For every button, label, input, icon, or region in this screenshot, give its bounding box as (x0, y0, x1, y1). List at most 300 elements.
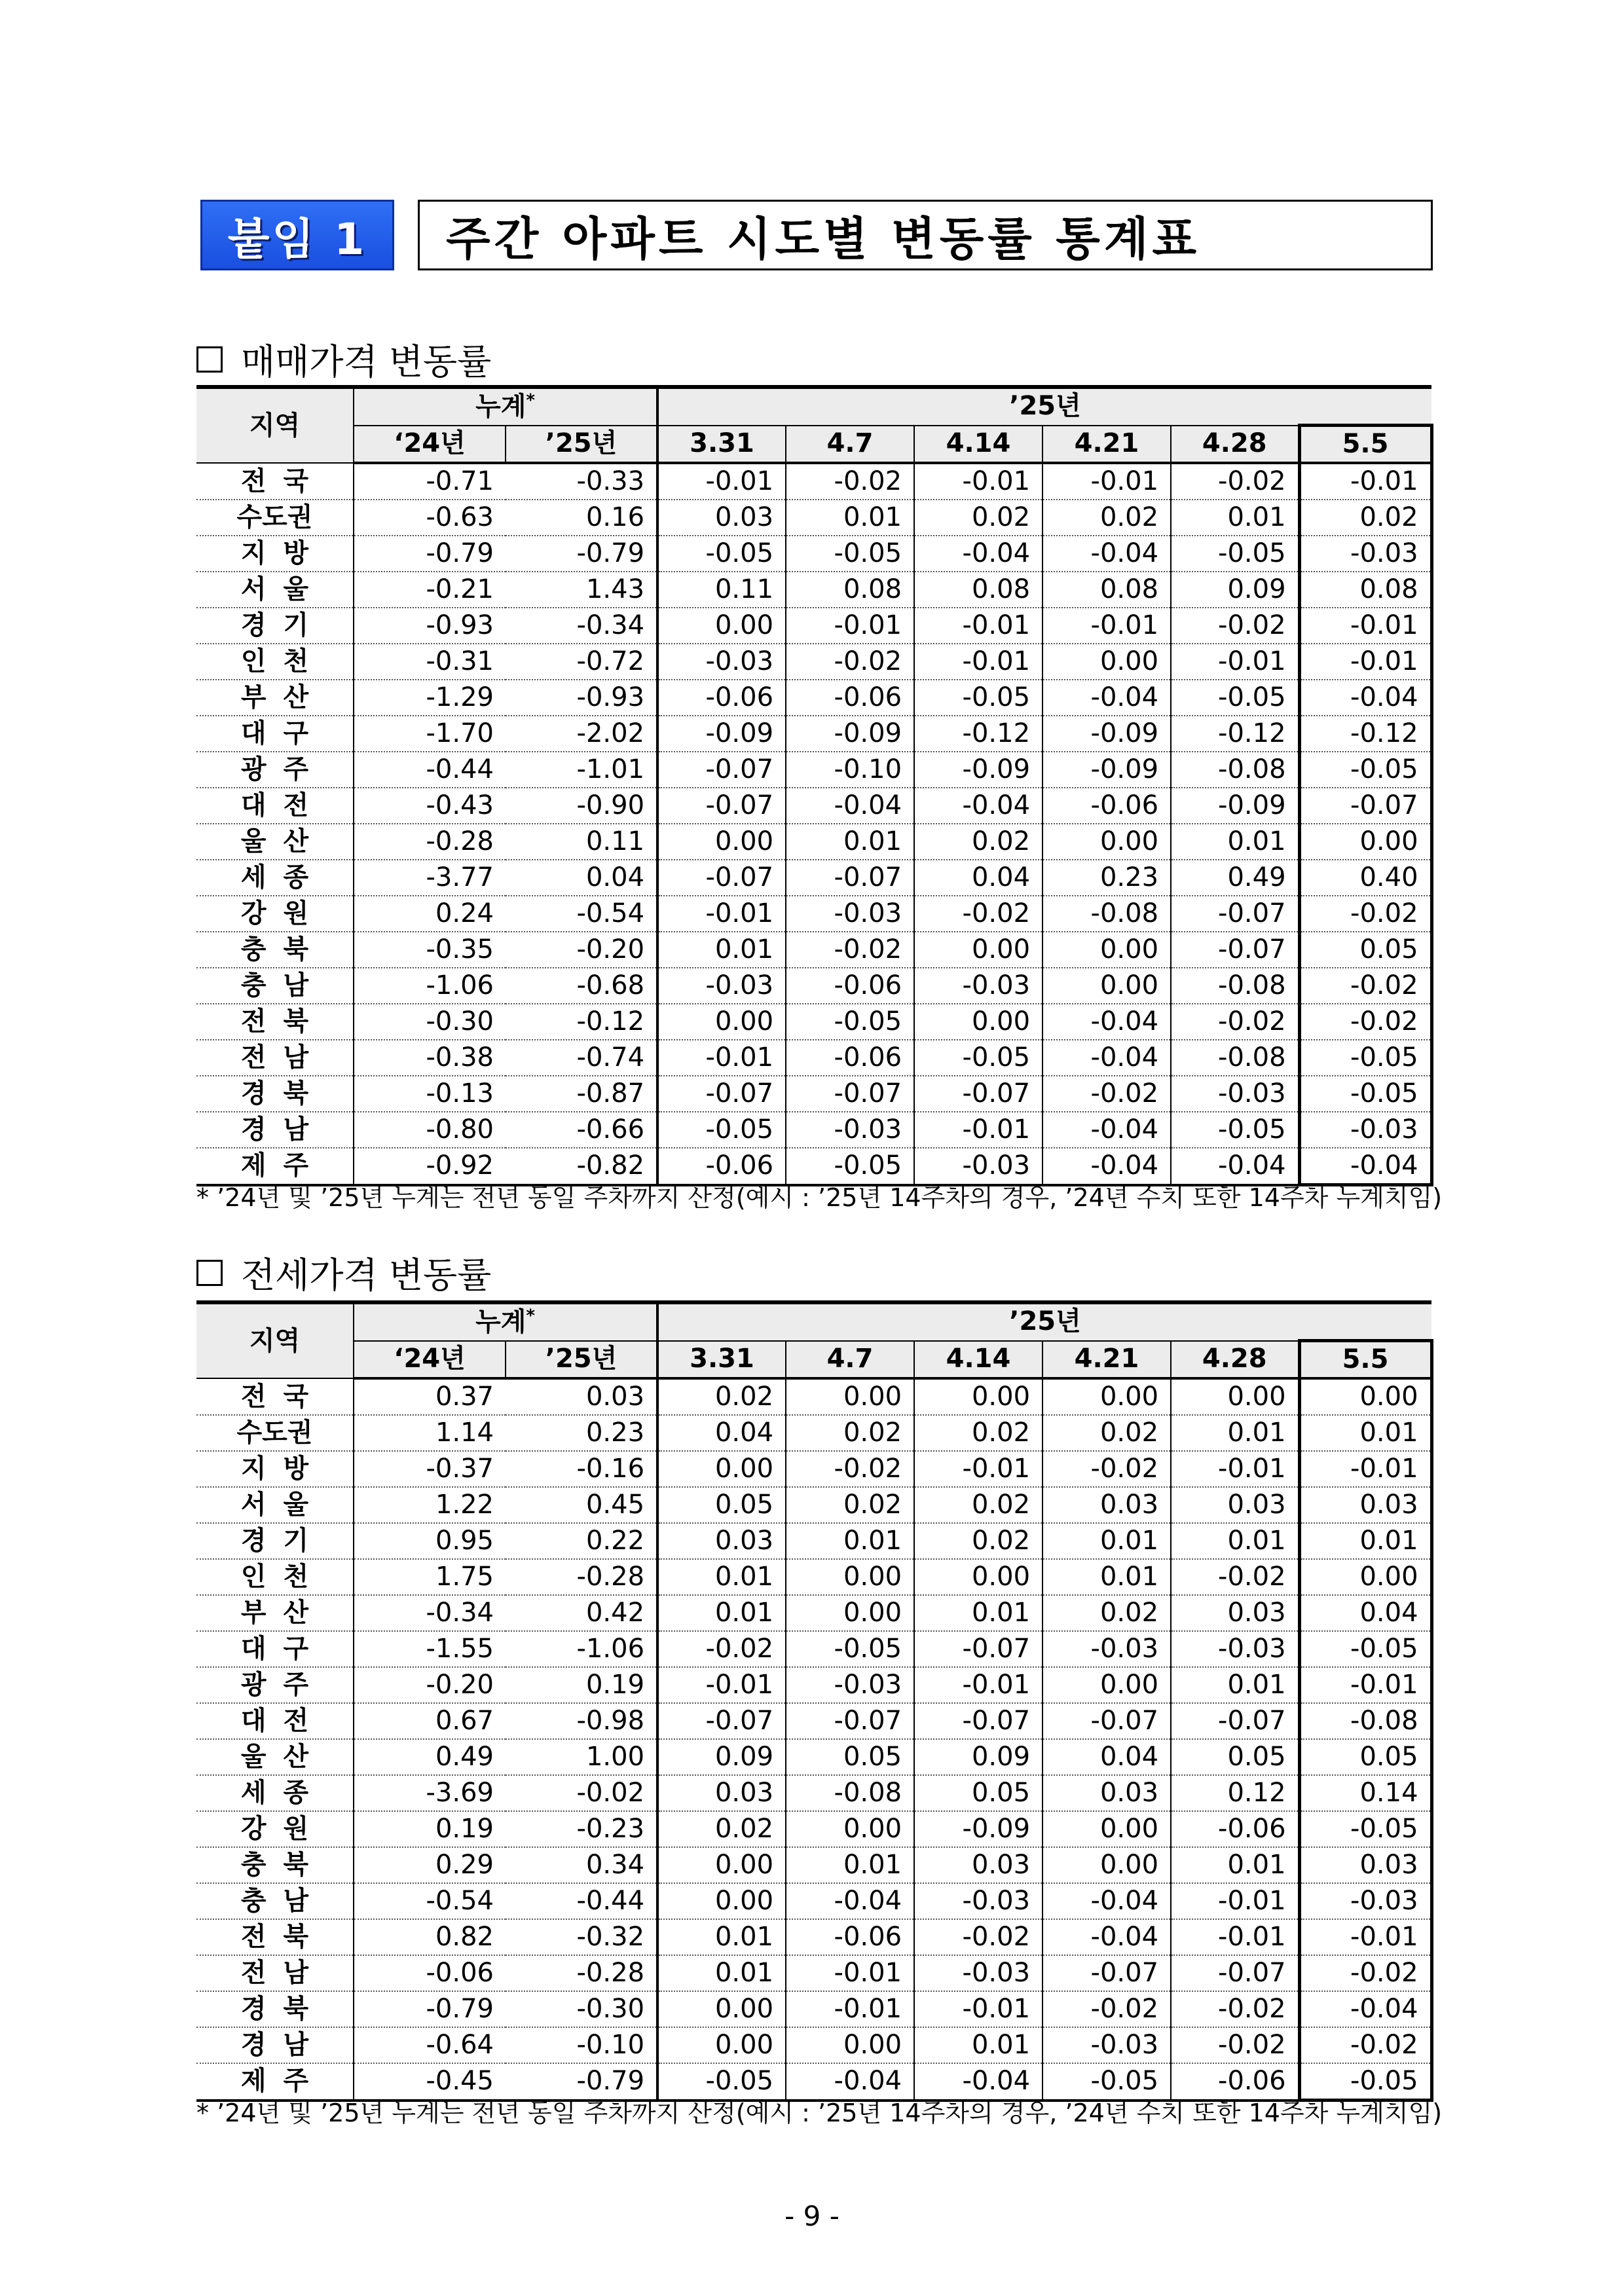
value-cell: -0.31 (354, 644, 506, 680)
table-row (196, 1040, 1431, 1076)
value-cell: -0.04 (1043, 1040, 1171, 1076)
value-cell: 0.03 (657, 1523, 786, 1559)
value-cell: -0.03 (1043, 1631, 1171, 1667)
value-cell: 0.00 (657, 608, 786, 644)
table-row (196, 824, 1431, 860)
table-row (196, 752, 1431, 788)
region-cell: 대구 (196, 716, 354, 752)
value-cell: -0.04 (786, 2063, 914, 2101)
value-cell: -0.02 (1299, 968, 1431, 1004)
value-cell: -1.55 (354, 1631, 506, 1667)
year-group-header: ’25년 (657, 387, 1431, 426)
value-cell: -0.32 (506, 1919, 657, 1955)
region-header: 지역 (196, 387, 354, 463)
value-cell: -0.02 (1299, 2027, 1431, 2063)
value-cell: 0.00 (1043, 1378, 1171, 1415)
value-cell: -0.02 (1043, 1991, 1171, 2027)
value-cell: -1.70 (354, 716, 506, 752)
value-cell: -0.45 (354, 2063, 506, 2101)
value-cell: 0.01 (1171, 824, 1299, 860)
value-cell: -0.01 (786, 608, 914, 644)
value-cell: -0.71 (354, 463, 506, 500)
table-row (196, 1739, 1431, 1775)
table-row (196, 1076, 1431, 1112)
value-cell: -2.02 (506, 716, 657, 752)
region-cell: 부산 (196, 1595, 354, 1631)
value-cell: -0.03 (914, 1883, 1043, 1919)
value-cell: -0.05 (1171, 1112, 1299, 1148)
value-cell: -0.04 (1043, 1148, 1171, 1185)
value-cell: -0.80 (354, 1112, 506, 1148)
value-cell: -0.04 (1043, 1112, 1171, 1148)
value-cell: -0.01 (1299, 1919, 1431, 1955)
value-cell: -0.04 (1299, 1148, 1431, 1185)
value-cell: -0.05 (657, 1112, 786, 1148)
table-row (196, 1847, 1431, 1883)
value-cell: -0.01 (1171, 1451, 1299, 1487)
value-cell: 0.37 (354, 1378, 506, 1415)
value-cell: 0.01 (657, 1919, 786, 1955)
value-cell: -0.13 (354, 1076, 506, 1112)
section-title-jeonse (196, 1247, 491, 1298)
region-cell: 서울 (196, 572, 354, 608)
page-title: 주간 아파트 시도별 변동률 통계표 (418, 200, 1433, 270)
value-cell: -0.44 (506, 1883, 657, 1919)
value-cell: -0.82 (506, 1148, 657, 1185)
value-cell: -0.06 (657, 680, 786, 716)
value-cell: 0.05 (786, 1739, 914, 1775)
value-cell: -0.90 (506, 788, 657, 824)
value-cell: 0.02 (657, 1378, 786, 1415)
value-cell: -0.05 (1043, 2063, 1171, 2101)
value-cell: -0.02 (1299, 896, 1431, 932)
value-cell: -0.01 (1299, 608, 1431, 644)
value-cell: -0.10 (506, 2027, 657, 2063)
value-cell: 0.03 (1171, 1487, 1299, 1523)
value-cell: 0.00 (1043, 1811, 1171, 1847)
value-cell: 0.02 (1299, 500, 1431, 536)
value-cell: 0.67 (354, 1703, 506, 1739)
value-cell: -0.04 (786, 1883, 914, 1919)
value-cell: -0.05 (1299, 1811, 1431, 1847)
value-cell: -0.02 (1299, 1004, 1431, 1040)
region-cell: 경남 (196, 1112, 354, 1148)
region-cell: 세종 (196, 1775, 354, 1811)
week-col-header: 4.14 (914, 1341, 1043, 1379)
value-cell: -0.03 (786, 1112, 914, 1148)
value-cell: 0.95 (354, 1523, 506, 1559)
value-cell: -0.07 (1043, 1703, 1171, 1739)
value-cell: -0.06 (354, 1955, 506, 1991)
value-cell: 0.01 (1171, 1415, 1299, 1451)
value-cell: -0.28 (506, 1559, 657, 1595)
table-row (196, 1451, 1431, 1487)
value-cell: -0.79 (506, 2063, 657, 2101)
region-cell: 광주 (196, 1667, 354, 1703)
table-row (196, 1775, 1431, 1811)
value-cell: 0.00 (657, 1004, 786, 1040)
value-cell: -0.01 (1299, 644, 1431, 680)
value-cell: -0.05 (1299, 2063, 1431, 2101)
value-cell: 0.03 (914, 1847, 1043, 1883)
value-cell: 0.05 (914, 1775, 1043, 1811)
value-cell: -0.66 (506, 1112, 657, 1148)
value-cell: -0.07 (1171, 932, 1299, 968)
value-cell: -0.07 (657, 1703, 786, 1739)
value-cell: -0.05 (1299, 1040, 1431, 1076)
value-cell: 0.01 (786, 500, 914, 536)
value-cell: 0.23 (506, 1415, 657, 1451)
value-cell: -0.07 (914, 1076, 1043, 1112)
value-cell: 0.00 (1043, 1847, 1171, 1883)
value-cell: -0.06 (786, 968, 914, 1004)
table-row (196, 896, 1431, 932)
value-cell: -0.05 (914, 680, 1043, 716)
value-cell: -0.03 (1171, 1076, 1299, 1112)
value-cell: 0.03 (1171, 1595, 1299, 1631)
region-cell: 제주 (196, 2063, 354, 2101)
value-cell: -0.34 (354, 1595, 506, 1631)
value-cell: 0.00 (914, 1378, 1043, 1415)
value-cell: 0.00 (657, 1883, 786, 1919)
table-row (196, 1559, 1431, 1595)
value-cell: -0.05 (1299, 752, 1431, 788)
value-cell: -1.01 (506, 752, 657, 788)
value-cell: 0.01 (657, 1559, 786, 1595)
cum-col-header: ’25년 (506, 426, 657, 464)
week-col-header: 4.28 (1171, 1341, 1299, 1379)
value-cell: -0.08 (1299, 1703, 1431, 1739)
region-cell: 경남 (196, 2027, 354, 2063)
cum-col-header: ‘24년 (354, 1341, 506, 1379)
value-cell: 0.03 (657, 1775, 786, 1811)
value-cell: -0.02 (1171, 608, 1299, 644)
value-cell: 0.00 (1171, 1378, 1299, 1415)
value-cell: 0.01 (657, 1595, 786, 1631)
value-cell: -0.02 (786, 1451, 914, 1487)
value-cell: 0.02 (914, 1487, 1043, 1523)
value-cell: -0.09 (1171, 788, 1299, 824)
table-row (196, 536, 1431, 572)
value-cell: 0.09 (1171, 572, 1299, 608)
region-cell: 전남 (196, 1955, 354, 1991)
week-col-header: 3.31 (657, 1341, 786, 1379)
table-row (196, 1523, 1431, 1559)
value-cell: -0.05 (786, 536, 914, 572)
value-cell: -0.43 (354, 788, 506, 824)
checkbox-icon (196, 1260, 223, 1286)
value-cell: -0.02 (506, 1775, 657, 1811)
table-row (196, 680, 1431, 716)
value-cell: -0.01 (786, 1955, 914, 1991)
region-cell: 수도권 (196, 1415, 354, 1451)
value-cell: 0.12 (1171, 1775, 1299, 1811)
value-cell: -0.01 (1299, 1451, 1431, 1487)
week-col-header: 4.28 (1171, 426, 1299, 464)
value-cell: -0.08 (1043, 896, 1171, 932)
value-cell: -0.07 (786, 1076, 914, 1112)
value-cell: 0.45 (506, 1487, 657, 1523)
value-cell: 0.29 (354, 1847, 506, 1883)
value-cell: -0.04 (1299, 680, 1431, 716)
value-cell: -0.03 (657, 644, 786, 680)
value-cell: -0.09 (914, 1811, 1043, 1847)
value-cell: -0.05 (914, 1040, 1043, 1076)
value-cell: 0.02 (914, 1415, 1043, 1451)
value-cell: 0.11 (506, 824, 657, 860)
value-cell: -0.03 (657, 968, 786, 1004)
region-cell: 경기 (196, 608, 354, 644)
region-cell: 대전 (196, 788, 354, 824)
value-cell: 0.00 (1299, 1559, 1431, 1595)
cum-col-header: ‘24년 (354, 426, 506, 464)
region-cell: 세종 (196, 860, 354, 896)
section-title-jeonse-label: 전세가격 변동률 (241, 1255, 492, 1296)
value-cell: 0.14 (1299, 1775, 1431, 1811)
value-cell: -0.05 (786, 1004, 914, 1040)
value-cell: 1.75 (354, 1559, 506, 1595)
value-cell: -0.07 (1171, 896, 1299, 932)
table-row (196, 1595, 1431, 1631)
value-cell: -0.06 (1043, 788, 1171, 824)
region-cell: 광주 (196, 752, 354, 788)
value-cell: -0.07 (786, 860, 914, 896)
value-cell: -0.28 (354, 824, 506, 860)
table-row (196, 1667, 1431, 1703)
value-cell: -0.08 (1171, 1040, 1299, 1076)
value-cell: -0.74 (506, 1040, 657, 1076)
region-cell: 지방 (196, 1451, 354, 1487)
value-cell: -0.07 (1299, 788, 1431, 824)
region-header: 지역 (196, 1302, 354, 1378)
value-cell: -0.28 (506, 1955, 657, 1991)
value-cell: -3.77 (354, 860, 506, 896)
value-cell: -0.03 (914, 1955, 1043, 1991)
value-cell: 0.01 (1171, 500, 1299, 536)
value-cell: -0.05 (1299, 1631, 1431, 1667)
value-cell: 0.01 (1171, 1523, 1299, 1559)
week-col-header: 4.21 (1043, 1341, 1171, 1379)
value-cell: -0.04 (1043, 680, 1171, 716)
value-cell: 0.09 (657, 1739, 786, 1775)
value-cell: -0.64 (354, 2027, 506, 2063)
value-cell: -0.05 (1299, 1076, 1431, 1112)
value-cell: -0.03 (914, 1148, 1043, 1185)
region-cell: 충남 (196, 1883, 354, 1919)
value-cell: -0.30 (354, 1004, 506, 1040)
value-cell: 0.02 (914, 500, 1043, 536)
value-cell: 0.00 (657, 1451, 786, 1487)
table-row (196, 1955, 1431, 1991)
value-cell: 0.00 (914, 1559, 1043, 1595)
week-col-header: 4.7 (786, 426, 914, 464)
table-row (196, 500, 1431, 536)
value-cell: -0.02 (786, 644, 914, 680)
value-cell: 0.04 (1299, 1595, 1431, 1631)
value-cell: 0.05 (1171, 1739, 1299, 1775)
value-cell: 0.09 (914, 1739, 1043, 1775)
value-cell: -1.06 (354, 968, 506, 1004)
value-cell: -0.05 (1171, 680, 1299, 716)
value-cell: -0.20 (354, 1667, 506, 1703)
value-cell: 1.14 (354, 1415, 506, 1451)
value-cell: -3.69 (354, 1775, 506, 1811)
region-cell: 인천 (196, 644, 354, 680)
value-cell: -0.07 (1171, 1955, 1299, 1991)
week-col-header: 4.7 (786, 1341, 914, 1379)
value-cell: 0.08 (914, 572, 1043, 608)
value-cell: -0.07 (914, 1631, 1043, 1667)
value-cell: 0.02 (786, 1487, 914, 1523)
value-cell: -0.02 (1171, 463, 1299, 500)
table-row (196, 1004, 1431, 1040)
value-cell: -0.01 (786, 1991, 914, 2027)
value-cell: -0.63 (354, 500, 506, 536)
value-cell: -0.20 (506, 932, 657, 968)
value-cell: 0.40 (1299, 860, 1431, 896)
value-cell: 0.01 (786, 1523, 914, 1559)
value-cell: 0.00 (914, 1004, 1043, 1040)
value-cell: -0.01 (657, 896, 786, 932)
value-cell: -0.08 (1171, 968, 1299, 1004)
value-cell: -0.08 (1171, 752, 1299, 788)
value-cell: 0.08 (786, 572, 914, 608)
table-row (196, 2027, 1431, 2063)
value-cell: 0.01 (1299, 1523, 1431, 1559)
region-cell: 제주 (196, 1148, 354, 1185)
value-cell: -0.79 (354, 1991, 506, 2027)
value-cell: -0.06 (786, 1919, 914, 1955)
value-cell: -1.06 (506, 1631, 657, 1667)
table-row (196, 572, 1431, 608)
value-cell: -0.79 (506, 536, 657, 572)
value-cell: -0.12 (914, 716, 1043, 752)
value-cell: -0.03 (786, 1667, 914, 1703)
table-row (196, 1883, 1431, 1919)
value-cell: -0.01 (657, 1040, 786, 1076)
value-cell: -0.04 (786, 788, 914, 824)
value-cell: -0.04 (1043, 1004, 1171, 1040)
region-cell: 전북 (196, 1919, 354, 1955)
table-row (196, 968, 1431, 1004)
value-cell: -0.07 (657, 860, 786, 896)
value-cell: 0.00 (786, 1378, 914, 1415)
value-cell: 0.19 (354, 1811, 506, 1847)
value-cell: -0.93 (354, 608, 506, 644)
value-cell: 0.11 (657, 572, 786, 608)
value-cell: 0.49 (354, 1739, 506, 1775)
value-cell: -0.02 (1171, 1991, 1299, 2027)
value-cell: 0.00 (657, 2027, 786, 2063)
table-row (196, 860, 1431, 896)
value-cell: -0.01 (1043, 608, 1171, 644)
value-cell: 0.04 (914, 860, 1043, 896)
value-cell: -0.03 (1299, 1883, 1431, 1919)
value-cell: -0.03 (1043, 2027, 1171, 2063)
value-cell: 0.04 (1043, 1739, 1171, 1775)
page-number: - 9 - (784, 2200, 840, 2232)
value-cell: -0.03 (914, 968, 1043, 1004)
value-cell: -0.07 (786, 1703, 914, 1739)
cumulative-header: 누계* (354, 387, 657, 426)
value-cell: -0.07 (657, 752, 786, 788)
value-cell: 0.08 (1299, 572, 1431, 608)
value-cell: 0.02 (786, 1415, 914, 1451)
value-cell: 0.08 (1043, 572, 1171, 608)
value-cell: 0.02 (657, 1811, 786, 1847)
value-cell: -0.02 (1171, 1004, 1299, 1040)
week-col-header-current: 5.5 (1299, 426, 1431, 464)
value-cell: -0.04 (1043, 536, 1171, 572)
table-row (196, 1703, 1431, 1739)
value-cell: 0.00 (1043, 932, 1171, 968)
value-cell: 0.00 (786, 2027, 914, 2063)
value-cell: -0.06 (786, 680, 914, 716)
value-cell: 0.00 (1299, 1378, 1431, 1415)
section-title-sale-label: 매매가격 변동률 (241, 341, 492, 382)
value-cell: 0.02 (914, 824, 1043, 860)
value-cell: -0.01 (914, 1112, 1043, 1148)
value-cell: 0.49 (1171, 860, 1299, 896)
attachment-badge: 붙임 1 (200, 200, 394, 270)
value-cell: -0.05 (786, 1148, 914, 1185)
value-cell: -0.34 (506, 608, 657, 644)
week-col-header: 4.21 (1043, 426, 1171, 464)
region-cell: 경북 (196, 1076, 354, 1112)
value-cell: 0.01 (1171, 1847, 1299, 1883)
value-cell: 0.00 (1043, 824, 1171, 860)
value-cell: 0.00 (786, 1811, 914, 1847)
value-cell: -0.01 (1171, 1919, 1299, 1955)
value-cell: 1.43 (506, 572, 657, 608)
value-cell: -0.08 (786, 1775, 914, 1811)
value-cell: -0.92 (354, 1148, 506, 1185)
value-cell: 0.01 (1043, 1559, 1171, 1595)
value-cell: -0.01 (914, 1991, 1043, 2027)
week-col-header: 4.14 (914, 426, 1043, 464)
value-cell: -0.02 (786, 463, 914, 500)
value-cell: -0.04 (1043, 1919, 1171, 1955)
value-cell: -1.29 (354, 680, 506, 716)
value-cell: -0.79 (354, 536, 506, 572)
jeonse-footnote: * ’24년 및 ’25년 누계는 전년 동일 주차까지 산정(예시 : ’25년 14주차의 경우, ’24년 수치 또한 14주차 누계치임) (196, 2099, 1443, 2127)
value-cell: -0.12 (1171, 716, 1299, 752)
value-cell: -0.01 (914, 608, 1043, 644)
value-cell: 0.05 (1299, 932, 1431, 968)
value-cell: 0.42 (506, 1595, 657, 1631)
region-cell: 대구 (196, 1631, 354, 1667)
region-cell: 충남 (196, 968, 354, 1004)
table-row (196, 1919, 1431, 1955)
value-cell: 0.82 (354, 1919, 506, 1955)
value-cell: 0.01 (657, 932, 786, 968)
region-cell: 인천 (196, 1559, 354, 1595)
value-cell: -0.30 (506, 1991, 657, 2027)
value-cell: 0.00 (786, 1559, 914, 1595)
value-cell: -0.02 (1043, 1451, 1171, 1487)
value-cell: 0.02 (1043, 500, 1171, 536)
value-cell: -0.01 (657, 1667, 786, 1703)
table-row (196, 463, 1431, 500)
value-cell: -0.01 (914, 463, 1043, 500)
table-row (196, 608, 1431, 644)
value-cell: -0.06 (1171, 2063, 1299, 2101)
value-cell: 0.23 (1043, 860, 1171, 896)
value-cell: -0.68 (506, 968, 657, 1004)
table-row (196, 932, 1431, 968)
value-cell: -0.02 (657, 1631, 786, 1667)
value-cell: -0.02 (786, 932, 914, 968)
